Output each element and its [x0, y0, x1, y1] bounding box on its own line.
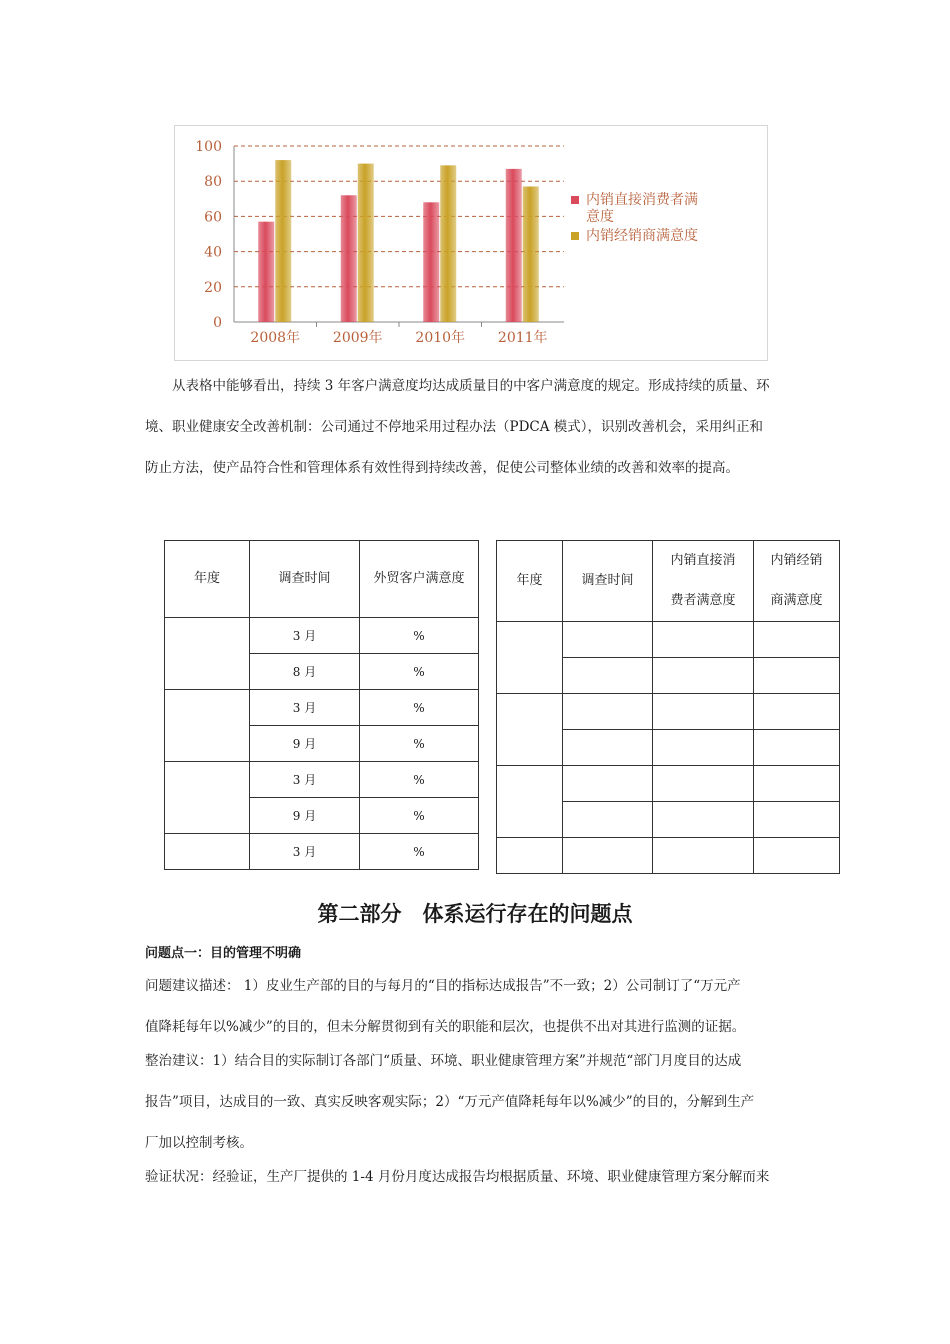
year-cell: [165, 762, 250, 834]
value-cell: %: [360, 690, 479, 726]
header-line: 商满意度: [770, 593, 823, 608]
legend-label: 内销直接消费者满: [586, 192, 698, 208]
fix-suggestion-line: 报告”项目，达成目的一致、真实反映客观实际；2）“万元产值降耗每年以%减少”的目的，分解到生产: [145, 1094, 755, 1110]
empty-cell: [754, 658, 840, 694]
year-cell: [497, 766, 563, 838]
month-cell: 8 月: [250, 654, 360, 690]
problem-heading: 问题点一：目的管理不明确: [145, 946, 302, 961]
paragraph-line: 防止方法，使产品符合性和管理体系有效性得到持续改善，促使公司整体业绩的改善和效率的提高。: [145, 460, 739, 476]
verification-line: 验证状况：经验证，生产厂提供的 1-4 月份月度达成报告均根据质量、环境、职业健康管理方案分解而来: [145, 1169, 770, 1185]
bar-direct-consumer: [506, 169, 522, 322]
x-tick-label: 2008年: [250, 330, 301, 346]
header-survey-time: 调查时间: [563, 541, 653, 622]
empty-cell: [754, 694, 840, 730]
value-cell: %: [360, 618, 479, 654]
foreign-trade-satisfaction-table: [164, 540, 479, 870]
year-cell: [165, 834, 250, 870]
chart-canvas: [175, 126, 767, 360]
y-tick-label: 40: [204, 244, 222, 261]
legend-label: 意度: [586, 209, 614, 225]
header-direct-consumer-satisfaction: [653, 541, 754, 622]
domestic-satisfaction-table: [496, 540, 840, 874]
section-title: 第二部分 体系运行存在的问题点: [317, 902, 633, 926]
month-cell: 3 月: [250, 762, 360, 798]
value-cell: %: [360, 762, 479, 798]
header-line: 内销经销: [770, 553, 823, 568]
fix-suggestion-line: 厂加以控制考核。: [145, 1135, 253, 1151]
value-cell: %: [360, 834, 479, 870]
value-cell: %: [360, 654, 479, 690]
paragraph-line: 境、职业健康安全改善机制：公司通过不停地采用过程办法（PDCA 模式），识别改善机会，采用纠正和: [145, 419, 764, 435]
empty-cell: [563, 622, 653, 658]
empty-cell: [653, 802, 754, 838]
y-tick-label: 60: [204, 209, 222, 226]
fix-suggestion-line: 整治建议：1）结合目的实际制订各部门“质量、环境、职业健康管理方案”并规范“部门月度目的达成: [145, 1053, 742, 1069]
month-cell: 9 月: [250, 726, 360, 762]
x-tick-label: 2010年: [415, 330, 466, 346]
legend-swatch: [571, 196, 579, 204]
header-foreign-satisfaction: 外贸客户满意度: [360, 541, 479, 618]
bar-direct-consumer: [341, 195, 357, 322]
problem-description-line: 问题建议描述： 1）皮业生产部的目的与每月的“目的指标达成报告”不一致；2）公司制订了“万元产: [145, 978, 741, 994]
problem-description-line: 值降耗每年以%减少”的目的，但未分解贯彻到有关的职能和层次，也提供不出对其进行监测的证据。: [145, 1019, 746, 1035]
empty-cell: [563, 838, 653, 874]
year-cell: [497, 622, 563, 694]
empty-cell: [563, 694, 653, 730]
empty-cell: [563, 802, 653, 838]
empty-cell: [754, 838, 840, 874]
empty-cell: [653, 766, 754, 802]
legend-label: 内销经销商满意度: [586, 228, 698, 244]
y-tick-label: 0: [213, 315, 222, 331]
header-year: 年度: [165, 541, 250, 618]
empty-cell: [653, 658, 754, 694]
y-tick-label: 80: [204, 174, 222, 191]
empty-cell: [653, 694, 754, 730]
bar-dealer: [275, 160, 291, 322]
y-tick-label: 100: [195, 139, 222, 155]
y-tick-label: 20: [204, 279, 222, 296]
x-tick-label: 2011年: [497, 330, 548, 346]
value-cell: %: [360, 726, 479, 762]
year-cell: [165, 618, 250, 690]
year-cell: [165, 690, 250, 762]
empty-cell: [653, 838, 754, 874]
bar-dealer: [523, 186, 539, 322]
year-cell: [497, 694, 563, 766]
bar-dealer: [440, 165, 456, 322]
paragraph-line: 从表格中能够看出，持续 3 年客户满意度均达成质量目的中客户满意度的规定。形成持续的质量、环: [172, 378, 770, 394]
header-survey-time: 调查时间: [250, 541, 360, 618]
month-cell: 3 月: [250, 690, 360, 726]
empty-cell: [563, 730, 653, 766]
empty-cell: [754, 802, 840, 838]
satisfaction-bar-chart: [174, 125, 768, 361]
empty-cell: [653, 622, 754, 658]
empty-cell: [754, 766, 840, 802]
empty-cell: [653, 730, 754, 766]
month-cell: 9 月: [250, 798, 360, 834]
legend-swatch: [571, 232, 579, 240]
bar-dealer: [358, 164, 374, 322]
header-line: 内销直接消: [670, 553, 736, 568]
empty-cell: [563, 766, 653, 802]
empty-cell: [754, 622, 840, 658]
value-cell: %: [360, 798, 479, 834]
month-cell: 3 月: [250, 618, 360, 654]
month-cell: 3 月: [250, 834, 360, 870]
header-year: 年度: [497, 541, 563, 622]
bar-direct-consumer: [423, 202, 439, 322]
empty-cell: [563, 658, 653, 694]
header-line: 费者满意度: [670, 593, 736, 608]
x-tick-label: 2009年: [332, 330, 383, 346]
bar-direct-consumer: [258, 222, 274, 322]
year-cell: [497, 838, 563, 874]
header-dealer-satisfaction: [754, 541, 840, 622]
empty-cell: [754, 730, 840, 766]
